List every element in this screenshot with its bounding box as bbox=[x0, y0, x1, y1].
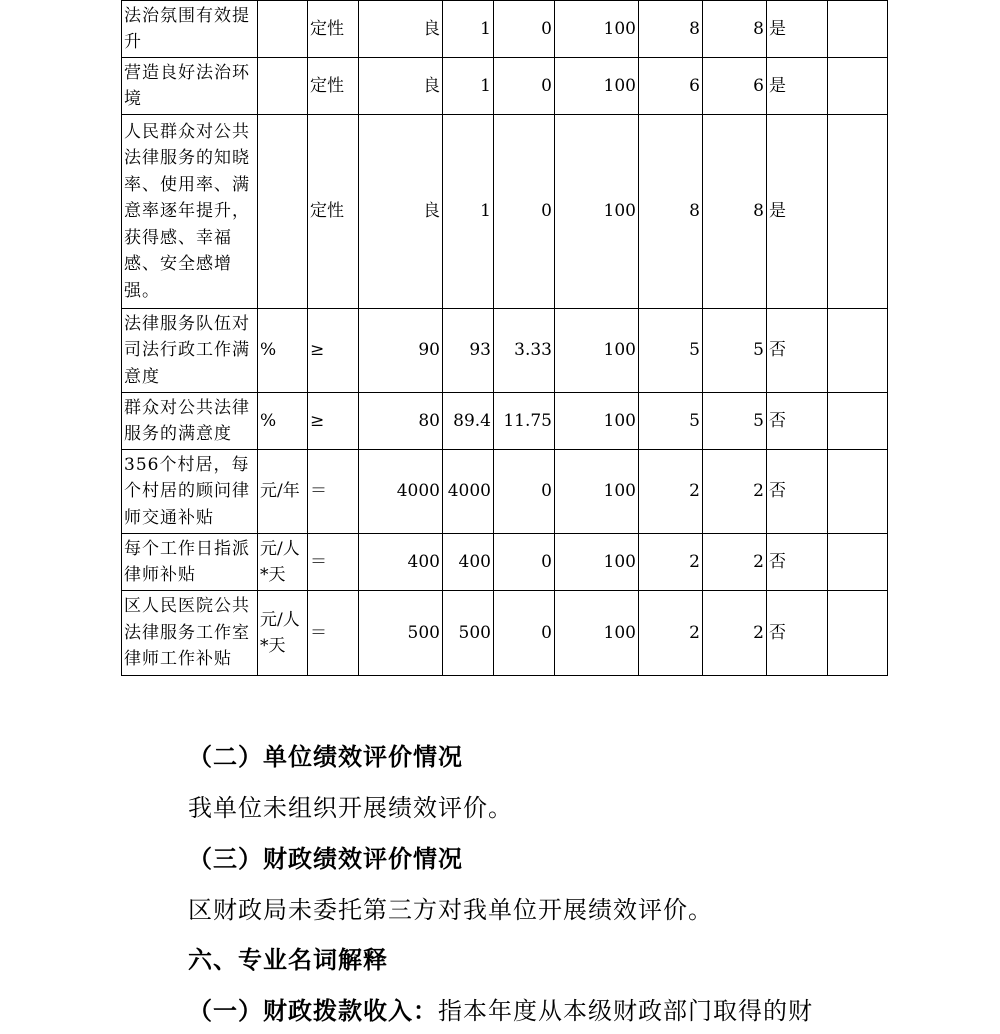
weight-cell: 100 bbox=[555, 450, 639, 534]
score-cell: 2 bbox=[703, 450, 767, 534]
indicator-name: 法律服务队伍对司法行政工作满意度 bbox=[122, 309, 258, 393]
operator-cell: ≥ bbox=[308, 393, 359, 450]
operator-cell: ＝ bbox=[308, 591, 359, 676]
flag-cell: 否 bbox=[767, 309, 828, 393]
operator-cell: ＝ bbox=[308, 534, 359, 591]
paragraph-term-1 bbox=[188, 994, 813, 1028]
deviation-cell: 0 bbox=[494, 1, 555, 58]
score-max-cell: 2 bbox=[639, 534, 703, 591]
remark-cell bbox=[828, 534, 888, 591]
actual-value-cell: 89.4 bbox=[443, 393, 494, 450]
unit-cell: 元/年 bbox=[258, 450, 308, 534]
operator-cell: 定性 bbox=[308, 1, 359, 58]
weight-cell: 100 bbox=[555, 534, 639, 591]
table-body bbox=[122, 1, 888, 676]
indicator-name: 法治氛围有效提升 bbox=[122, 1, 258, 58]
performance-table bbox=[121, 0, 888, 676]
table-row bbox=[122, 309, 888, 393]
indicator-name: 356个村居，每个村居的顾问律师交通补贴 bbox=[122, 450, 258, 534]
remark-cell bbox=[828, 591, 888, 676]
operator-cell: ＝ bbox=[308, 450, 359, 534]
target-value-cell: 良 bbox=[359, 1, 443, 58]
indicator-name: 每个工作日指派律师补贴 bbox=[122, 534, 258, 591]
actual-value-cell: 1 bbox=[443, 115, 494, 309]
section-heading-terms: 六、专业名词解释 bbox=[188, 945, 388, 974]
unit-cell bbox=[258, 115, 308, 309]
target-value-cell: 400 bbox=[359, 534, 443, 591]
indicator-name: 营造良好法治环境 bbox=[122, 58, 258, 115]
target-value-cell: 4000 bbox=[359, 450, 443, 534]
deviation-cell: 0 bbox=[494, 115, 555, 309]
deviation-cell: 3.33 bbox=[494, 309, 555, 393]
section-heading-finance-evaluation: （三）财政绩效评价情况 bbox=[188, 844, 463, 873]
term-definition: 指本年度从本级财政部门取得的财 bbox=[438, 997, 813, 1025]
unit-cell: % bbox=[258, 393, 308, 450]
table-row bbox=[122, 450, 888, 534]
flag-cell: 是 bbox=[767, 115, 828, 309]
remark-cell bbox=[828, 58, 888, 115]
table-row bbox=[122, 58, 888, 115]
actual-value-cell: 1 bbox=[443, 58, 494, 115]
flag-cell: 否 bbox=[767, 393, 828, 450]
unit-cell bbox=[258, 1, 308, 58]
paragraph-unit-evaluation: 我单位未组织开展绩效评价。 bbox=[188, 794, 513, 822]
score-max-cell: 8 bbox=[639, 115, 703, 309]
score-cell: 8 bbox=[703, 1, 767, 58]
weight-cell: 100 bbox=[555, 115, 639, 309]
table-row bbox=[122, 1, 888, 58]
term-label: （一）财政拨款收入： bbox=[188, 996, 438, 1025]
deviation-cell: 0 bbox=[494, 591, 555, 676]
indicator-name: 区人民医院公共法律服务工作室律师工作补贴 bbox=[122, 591, 258, 676]
deviation-cell: 0 bbox=[494, 450, 555, 534]
unit-cell: 元/人*天 bbox=[258, 591, 308, 676]
score-max-cell: 5 bbox=[639, 309, 703, 393]
score-cell: 6 bbox=[703, 58, 767, 115]
indicator-name: 群众对公共法律服务的满意度 bbox=[122, 393, 258, 450]
actual-value-cell: 4000 bbox=[443, 450, 494, 534]
actual-value-cell: 500 bbox=[443, 591, 494, 676]
flag-cell: 是 bbox=[767, 1, 828, 58]
actual-value-cell: 400 bbox=[443, 534, 494, 591]
actual-value-cell: 93 bbox=[443, 309, 494, 393]
weight-cell: 100 bbox=[555, 393, 639, 450]
deviation-cell: 0 bbox=[494, 58, 555, 115]
table-row bbox=[122, 115, 888, 309]
score-max-cell: 2 bbox=[639, 450, 703, 534]
target-value-cell: 80 bbox=[359, 393, 443, 450]
unit-cell: 元/人*天 bbox=[258, 534, 308, 591]
operator-cell: 定性 bbox=[308, 115, 359, 309]
indicator-name: 人民群众对公共法律服务的知晓率、使用率、满意率逐年提升，获得感、幸福感、安全感增强。 bbox=[122, 115, 258, 309]
table-row bbox=[122, 534, 888, 591]
weight-cell: 100 bbox=[555, 591, 639, 676]
flag-cell: 否 bbox=[767, 534, 828, 591]
paragraph-finance-evaluation: 区财政局未委托第三方对我单位开展绩效评价。 bbox=[188, 896, 713, 924]
deviation-cell: 11.75 bbox=[494, 393, 555, 450]
section-heading-unit-evaluation: （二）单位绩效评价情况 bbox=[188, 742, 463, 771]
score-cell: 5 bbox=[703, 393, 767, 450]
table-row bbox=[122, 591, 888, 676]
score-max-cell: 8 bbox=[639, 1, 703, 58]
operator-cell: 定性 bbox=[308, 58, 359, 115]
unit-cell: % bbox=[258, 309, 308, 393]
remark-cell bbox=[828, 450, 888, 534]
target-value-cell: 良 bbox=[359, 58, 443, 115]
target-value-cell: 500 bbox=[359, 591, 443, 676]
weight-cell: 100 bbox=[555, 58, 639, 115]
score-cell: 2 bbox=[703, 534, 767, 591]
weight-cell: 100 bbox=[555, 309, 639, 393]
target-value-cell: 良 bbox=[359, 115, 443, 309]
table-row bbox=[122, 393, 888, 450]
score-max-cell: 2 bbox=[639, 591, 703, 676]
remark-cell bbox=[828, 115, 888, 309]
weight-cell: 100 bbox=[555, 1, 639, 58]
deviation-cell: 0 bbox=[494, 534, 555, 591]
flag-cell: 否 bbox=[767, 591, 828, 676]
score-cell: 2 bbox=[703, 591, 767, 676]
actual-value-cell: 1 bbox=[443, 1, 494, 58]
score-cell: 8 bbox=[703, 115, 767, 309]
remark-cell bbox=[828, 393, 888, 450]
score-max-cell: 5 bbox=[639, 393, 703, 450]
score-cell: 5 bbox=[703, 309, 767, 393]
unit-cell bbox=[258, 58, 308, 115]
target-value-cell: 90 bbox=[359, 309, 443, 393]
remark-cell bbox=[828, 309, 888, 393]
flag-cell: 是 bbox=[767, 58, 828, 115]
flag-cell: 否 bbox=[767, 450, 828, 534]
operator-cell: ≥ bbox=[308, 309, 359, 393]
score-max-cell: 6 bbox=[639, 58, 703, 115]
remark-cell bbox=[828, 1, 888, 58]
